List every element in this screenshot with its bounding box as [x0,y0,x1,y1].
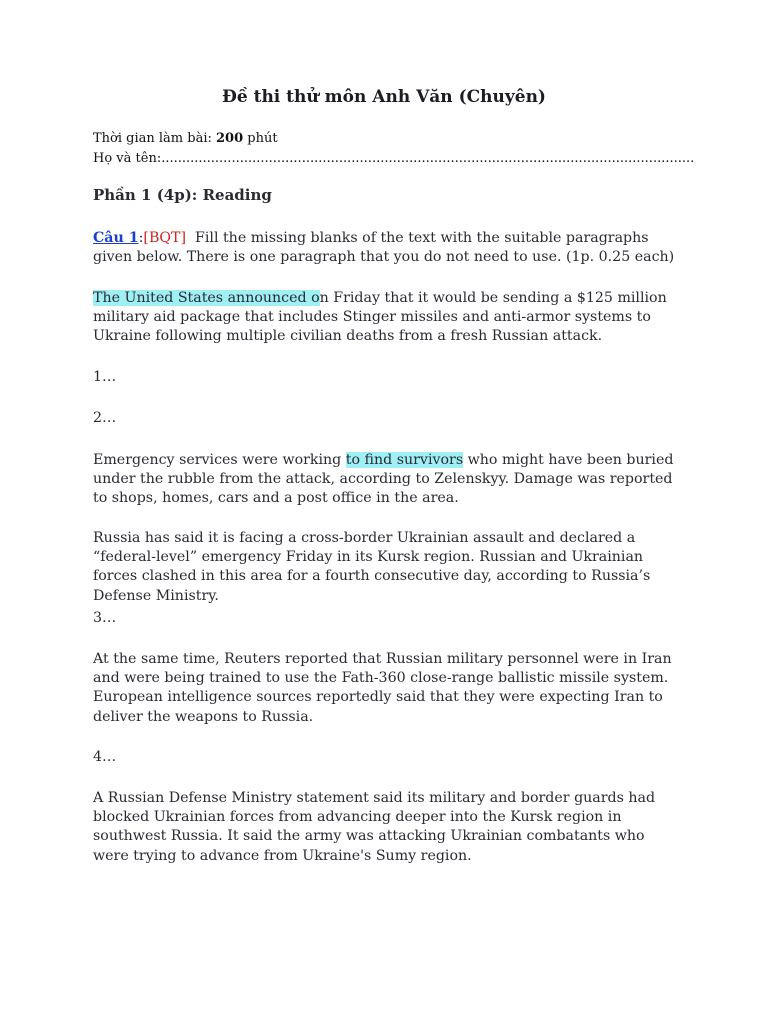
question-instruction [93,229,683,267]
blank-1: 1… [93,369,117,385]
time-unit: phút [243,131,278,146]
paragraph-2-start: Emergency services were working [93,452,346,468]
paragraph-2 [93,451,683,509]
time-label: Thời gian làm bài: [93,131,217,146]
paragraph-1 [93,289,683,347]
question-separator: : [138,230,144,246]
blank-2: 2… [93,410,117,426]
blank-3: 3… [93,610,117,626]
paragraph-5: A Russian Defense Ministry statement said its military and border guards had blocked Ukrainian forces from advancing deeper into the Kursk region in southwest Russia. It said the army was attacking Ukrainian combatants who were trying to advance from Ukraine's Sumy region. [93,790,656,864]
section-heading: Phần 1 (4p): Reading [93,186,272,204]
question-text: Fill the missing blanks of the text with the suitable paragraphs given below. There is one paragraph that you do not need to use. (1p. 0.25 each) [93,230,675,266]
paragraph-4: At the same time, Reuters reported that Russian military personnel were in Iran and were being trained to use the Fath-360 close-range ballistic missile system. European intelligence sources reportedly said that they were expecting Iran to deliver the weapons to Russia. [93,651,672,725]
page-title: Đề thi thử môn Anh Văn (Chuyên) [222,87,546,107]
paragraph-1-text: n Friday that it would be sending a $125 million military aid package that includes Stinger missiles and anti-armor systems to Ukraine following multiple civilian deaths from a fresh Russian attack. [93,290,667,345]
question-tag: [BQT] [143,230,186,246]
highlighted-text: The United States announced o [93,290,320,306]
paragraph-2-end: who might have been buried under the rubble from the attack, according to Zelenskyy. Damage was reported to shops, homes, cars and a post office in the area. [93,452,674,507]
name-line: Họ và tên:................................................................................................................................. [93,151,695,166]
time-value: 200 [216,131,244,146]
paragraph-3: Russia has said it is facing a cross-border Ukrainian assault and declared a “federal-level” emergency Friday in its Kursk region. Russian and Ukrainian forces clashed in this area for a fourth consecutive day, according to Russia’s Defense Ministry. [93,530,651,604]
blank-4: 4… [93,749,117,765]
time-line [93,131,278,146]
highlighted-text: to find survivors [345,452,464,468]
question-link[interactable]: Câu 1 [93,230,139,246]
